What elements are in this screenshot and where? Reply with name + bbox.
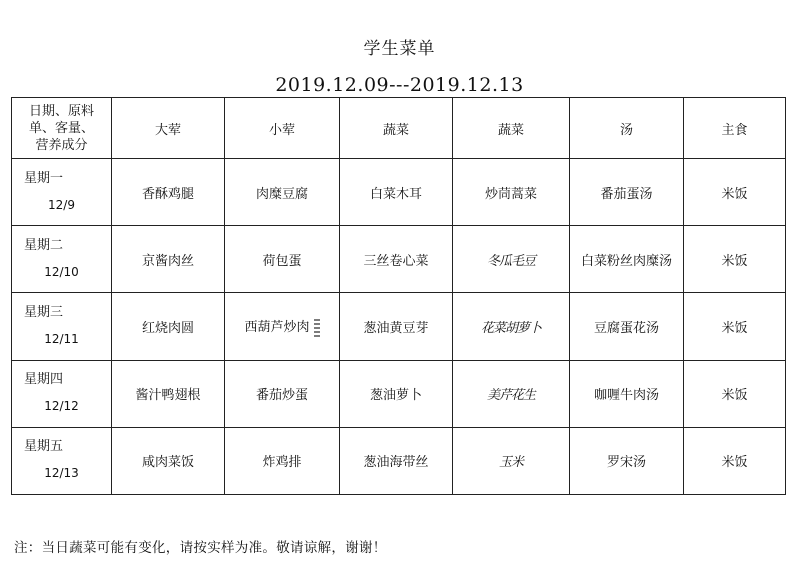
menu-table: [11, 97, 786, 495]
dish-cell: 番茄蛋汤: [570, 159, 684, 226]
column-header-side-meat: 小荤: [225, 98, 340, 159]
day-date: 12/9: [48, 197, 75, 212]
table-row: [12, 360, 786, 427]
dish-cell: 咖喱牛肉汤: [570, 360, 684, 427]
handwritten-dish-cell: 美芹花生: [453, 360, 570, 427]
dish-cell: [225, 293, 340, 360]
dish-cell: 三丝卷心菜: [340, 226, 453, 293]
dish-cell: 白菜粉丝肉糜汤: [570, 226, 684, 293]
column-header-vegetable-2: 蔬菜: [453, 98, 570, 159]
dish-cell: 米饭: [684, 360, 786, 427]
corner-header-line: 日期、原料: [28, 103, 94, 119]
handwritten-dish-cell: 花菜胡萝卜: [453, 293, 570, 360]
dish-cell: 炸鸡排: [225, 427, 340, 494]
dish-cell: 豆腐蛋花汤: [570, 293, 684, 360]
dish-cell: 荷包蛋: [225, 226, 340, 293]
table-row: [12, 226, 786, 293]
scan-smudge-mark: [314, 319, 320, 337]
day-name: 星期三: [24, 304, 64, 320]
footnote: 注：当日蔬菜可能有变化，请按实样为准。敬请谅解，谢谢！: [14, 540, 387, 556]
dish-cell: 炒茼蒿菜: [453, 159, 570, 226]
table-row: [12, 159, 786, 226]
day-date: 12/10: [44, 264, 79, 279]
dish-cell: 葱油黄豆芽: [340, 293, 453, 360]
day-name: 星期一: [24, 170, 64, 186]
day-cell: [12, 226, 112, 293]
day-name: 星期四: [24, 372, 64, 388]
handwritten-dish-cell: 冬瓜毛豆: [453, 226, 570, 293]
dish-cell: 米饭: [684, 226, 786, 293]
column-header-main-meat: 大荤: [112, 98, 225, 159]
day-name: 星期二: [24, 237, 64, 253]
dish-cell: 葱油海带丝: [340, 427, 453, 494]
dish-cell: 番茄炒蛋: [225, 360, 340, 427]
day-cell: [12, 293, 112, 360]
dish-cell: 米饭: [684, 159, 786, 226]
column-header-soup: 汤: [570, 98, 684, 159]
dish-cell: 葱油萝卜: [340, 360, 453, 427]
column-header-vegetable-1: 蔬菜: [340, 98, 453, 159]
table-row: [12, 293, 786, 360]
date-range: 2019.12.09---2019.12.13: [275, 74, 524, 96]
dish-text: 西葫芦炒肉: [244, 320, 310, 336]
dish-cell: 香酥鸡腿: [112, 159, 225, 226]
handwritten-dish-cell: 玉米: [453, 427, 570, 494]
day-cell: [12, 427, 112, 494]
day-name: 星期五: [24, 439, 64, 455]
dish-cell: 白菜木耳: [340, 159, 453, 226]
corner-header-line: 营养成分: [35, 137, 88, 153]
dish-cell: 京酱肉丝: [112, 226, 225, 293]
corner-header-line: 单、客量、: [28, 120, 94, 136]
dish-cell: 红烧肉圆: [112, 293, 225, 360]
table-row: [12, 427, 786, 494]
dish-cell: 肉糜豆腐: [225, 159, 340, 226]
day-date: 12/11: [44, 331, 79, 346]
day-date: 12/13: [44, 466, 79, 481]
day-cell: [12, 159, 112, 226]
page-title: 学生菜单: [363, 39, 436, 59]
header-row: [12, 98, 786, 159]
column-header-staple: 主食: [684, 98, 786, 159]
dish-cell: 罗宋汤: [570, 427, 684, 494]
dish-cell: 酱汁鸭翅根: [112, 360, 225, 427]
day-date: 12/12: [44, 399, 79, 414]
day-cell: [12, 360, 112, 427]
dish-cell: 米饭: [684, 293, 786, 360]
dish-cell: 米饭: [684, 427, 786, 494]
dish-cell: 咸肉菜饭: [112, 427, 225, 494]
corner-header: [12, 98, 112, 159]
